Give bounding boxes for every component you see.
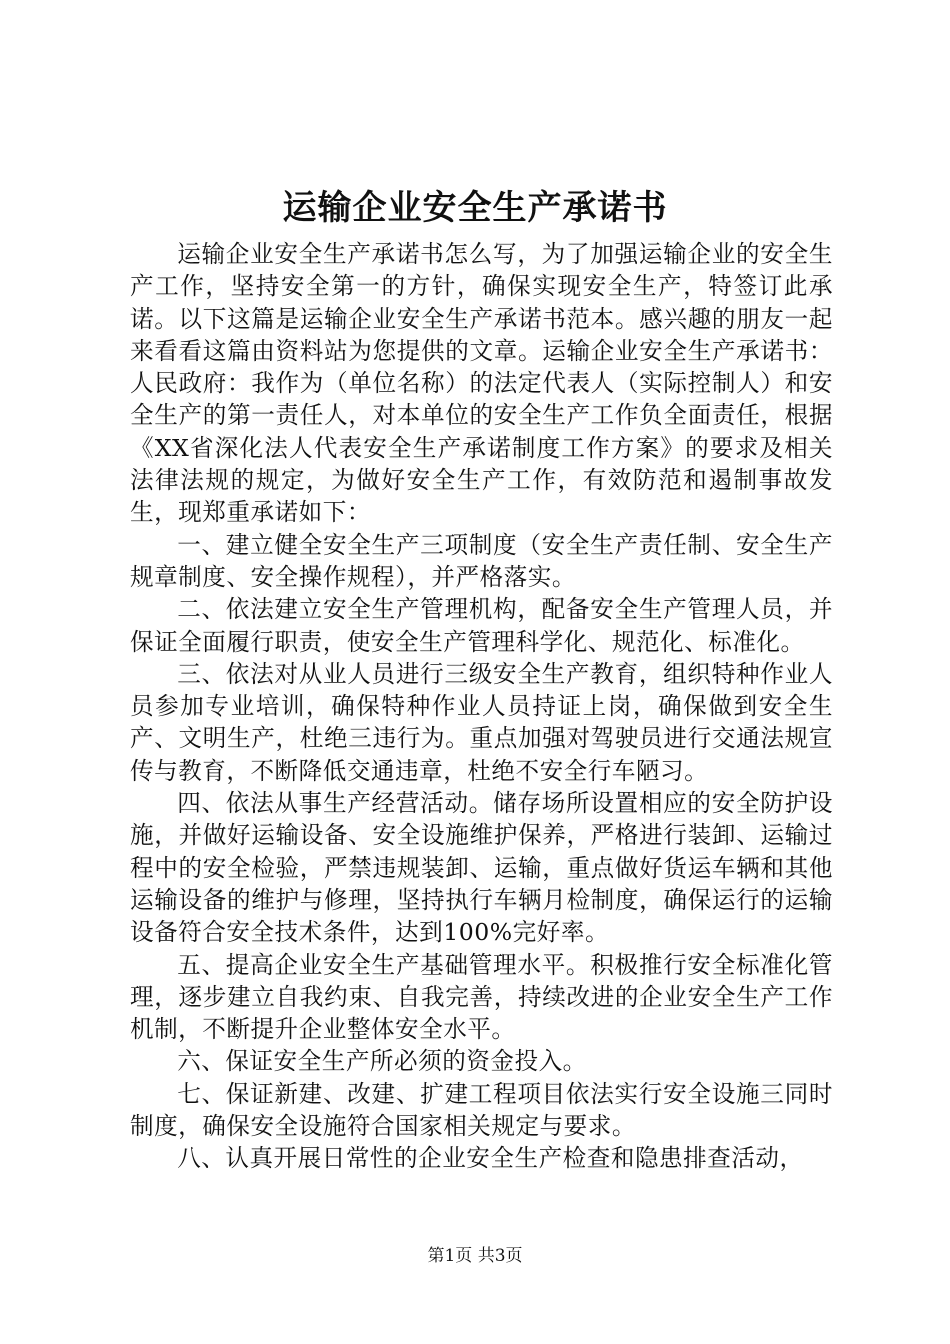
paragraph-item-8: 八、认真开展日常性的企业安全生产检查和隐患排查活动， <box>177 1144 804 1173</box>
document-title: 运输企业安全生产承诺书 <box>282 188 668 228</box>
paragraph-item-2: 二、依法建立安全生产管理机构，配备安全生产管理人员，并保证全面履行职责，使安全生产管理科学化、规范化、标准化。 <box>130 595 833 656</box>
document-body <box>130 238 833 1175</box>
paragraph-item-4: 四、依法从事生产经营活动。储存场所设置相应的安全防护设施，并做好运输设备、安全设施维护保养，严格进行装卸、运输过程中的安全检验，严禁违规装卸、运输，重点做好货运车辆和其他运输设备的维护与修理，坚持执行车辆月检制度，确保运行的运输设备符合安全技术条件，达到100%完好率。 <box>130 789 833 947</box>
page-number-footer: 第1页 共3页 <box>427 1246 523 1266</box>
paragraph-intro: 运输企业安全生产承诺书怎么写，为了加强运输企业的安全生产工作，坚持安全第一的方针，确保实现安全生产，特签订此承诺。以下这篇是运输企业安全生产承诺书范本。感兴趣的朋友一起来看看这篇由资料站为您提供的文章。运输企业安全生产承诺书：人民政府：我作为（单位名称）的法定代表人（实际控制人）和安全生产的第一责任人，对本单位的安全生产工作负全面责任，根据《XX省深化法人代表安全生产承诺制度工作方案》的要求及相关法律法规的规定，为做好安全生产工作，有效防范和遏制事故发生，现郑重承诺如下： <box>130 240 833 527</box>
paragraph-item-6: 六、保证安全生产所必须的资金投入。 <box>177 1047 587 1076</box>
paragraph-item-1: 一、建立健全安全生产三项制度（安全生产责任制、安全生产规章制度、安全操作规程），并严格落实。 <box>130 530 833 591</box>
paragraph-item-5: 五、提高企业安全生产基础管理水平。积极推行安全标准化管理，逐步建立自我约束、自我完善，持续改进的企业安全生产工作机制，不断提升企业整体安全水平。 <box>130 950 833 1044</box>
paragraph-item-3: 三、依法对从业人员进行三级安全生产教育，组织特种作业人员参加专业培训，确保特种作业人员持证上岗，确保做到安全生产、文明生产，杜绝三违行为。重点加强对驾驶员进行交通法规宣传与教育，不断降低交通违章，杜绝不安全行车陋习。 <box>130 659 833 785</box>
paragraph-item-7: 七、保证新建、改建、扩建工程项目依法实行安全设施三同时制度，确保安全设施符合国家相关规定与要求。 <box>130 1079 833 1141</box>
